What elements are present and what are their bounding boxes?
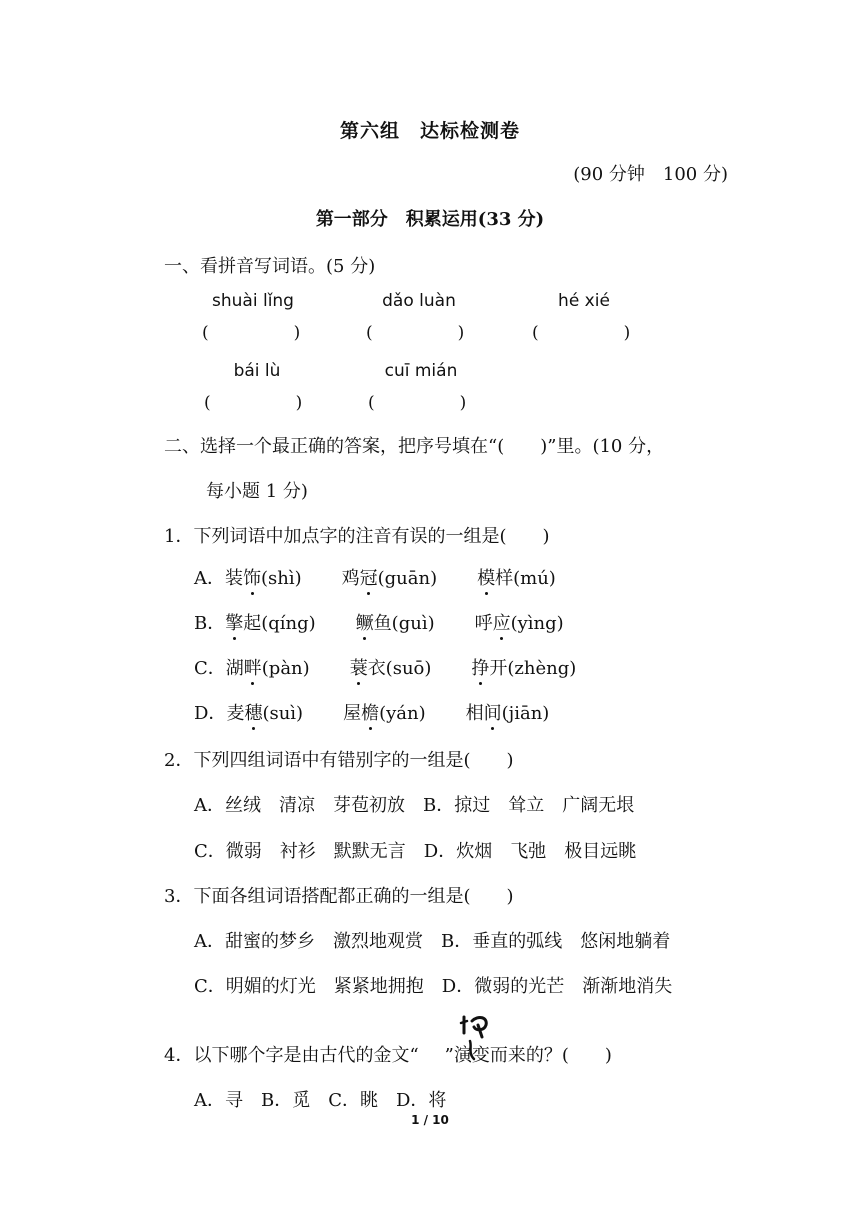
option-label: C．: [194, 658, 226, 679]
pinyin-2: dǎo luàn: [382, 291, 456, 311]
question-1-stem: 1．下列词语中加点字的注音有误的一组是( ): [164, 526, 550, 547]
answer-bracket-5[interactable]: ( ): [368, 393, 467, 413]
answer-bracket-3[interactable]: ( ): [532, 323, 631, 343]
bronze-inscription-glyph-image: [458, 1013, 492, 1067]
section2-heading-cont: 每小题 1 分): [206, 481, 308, 502]
q2-options-cd[interactable]: C．微弱 衬衫 默默无言 D．炊烟 飞弛 极目远眺: [194, 841, 637, 862]
question-4-stem: 4．以下哪个字是由古代的金文“ ”演变而来的？( ): [164, 1045, 612, 1066]
page-title: 第六组 达标检测卷: [339, 120, 520, 142]
part-title: 第一部分 积累运用(33 分): [315, 209, 545, 230]
q4-options[interactable]: A．寻 B．觅 C．眺 D．将: [194, 1090, 447, 1111]
page-number: 1 / 10: [411, 1113, 449, 1127]
section1-heading: 一、看拼音写词语。(5 分): [164, 256, 376, 277]
dotted-char: 模: [477, 564, 495, 590]
answer-bracket-4[interactable]: ( ): [204, 393, 303, 413]
dotted-char: 挣: [471, 654, 489, 680]
dotted-char: 穗: [244, 699, 262, 725]
question-2-stem: 2．下列四组词语中有错别字的一组是( ): [164, 750, 514, 771]
answer-bracket-2[interactable]: ( ): [366, 323, 465, 343]
q1-option-c[interactable]: C．湖畔(pàn) 蓑衣(suō) 挣开(zhèng): [194, 654, 576, 680]
option-label: D．: [194, 703, 227, 724]
section2-heading: 二、选择一个最正确的答案，把序号填在“( )”里。(10 分，: [164, 436, 665, 457]
dotted-char: 鳜: [356, 609, 374, 635]
q1-option-d[interactable]: D．麦穗(suì) 屋檐(yán) 相间(jiān): [194, 699, 549, 725]
question-3-stem: 3．下面各组词语搭配都正确的一组是( ): [164, 886, 514, 907]
dotted-char: 间: [484, 699, 502, 725]
q1-option-a[interactable]: A．装饰(shì) 鸡冠(guān) 模样(mú): [194, 564, 556, 590]
dotted-char: 檐: [361, 699, 379, 725]
dotted-char: 蓑: [350, 654, 368, 680]
pinyin-1: shuài lǐng: [212, 291, 294, 311]
q3-options-cd[interactable]: C．明媚的灯光 紧紧地拥抱 D．微弱的光芒 渐渐地消失: [194, 976, 673, 997]
pinyin-4: bái lù: [233, 361, 281, 381]
answer-bracket-1[interactable]: ( ): [202, 323, 301, 343]
option-label: B．: [194, 613, 226, 634]
pinyin-5: cuī mián: [384, 361, 458, 381]
dotted-char: 冠: [360, 564, 378, 590]
exam-time-score: (90 分钟 100 分): [573, 164, 728, 185]
q2-options-ab[interactable]: A．丝绒 清凉 芽苞初放 B．掠过 耸立 广阔无垠: [194, 795, 635, 816]
dotted-char: 应: [493, 609, 511, 635]
dotted-char: 畔: [244, 654, 262, 680]
pinyin-3: hé xié: [558, 291, 610, 311]
dotted-char: 饰: [243, 564, 261, 590]
q3-options-ab[interactable]: A．甜蜜的梦乡 激烈地观赏 B．垂直的弧线 悠闲地躺着: [194, 931, 671, 952]
dotted-char: 擎: [225, 609, 243, 635]
q1-option-b[interactable]: B．擎起(qíng) 鳜鱼(guì) 呼应(yìng): [194, 609, 564, 635]
option-label: A．: [194, 568, 225, 589]
